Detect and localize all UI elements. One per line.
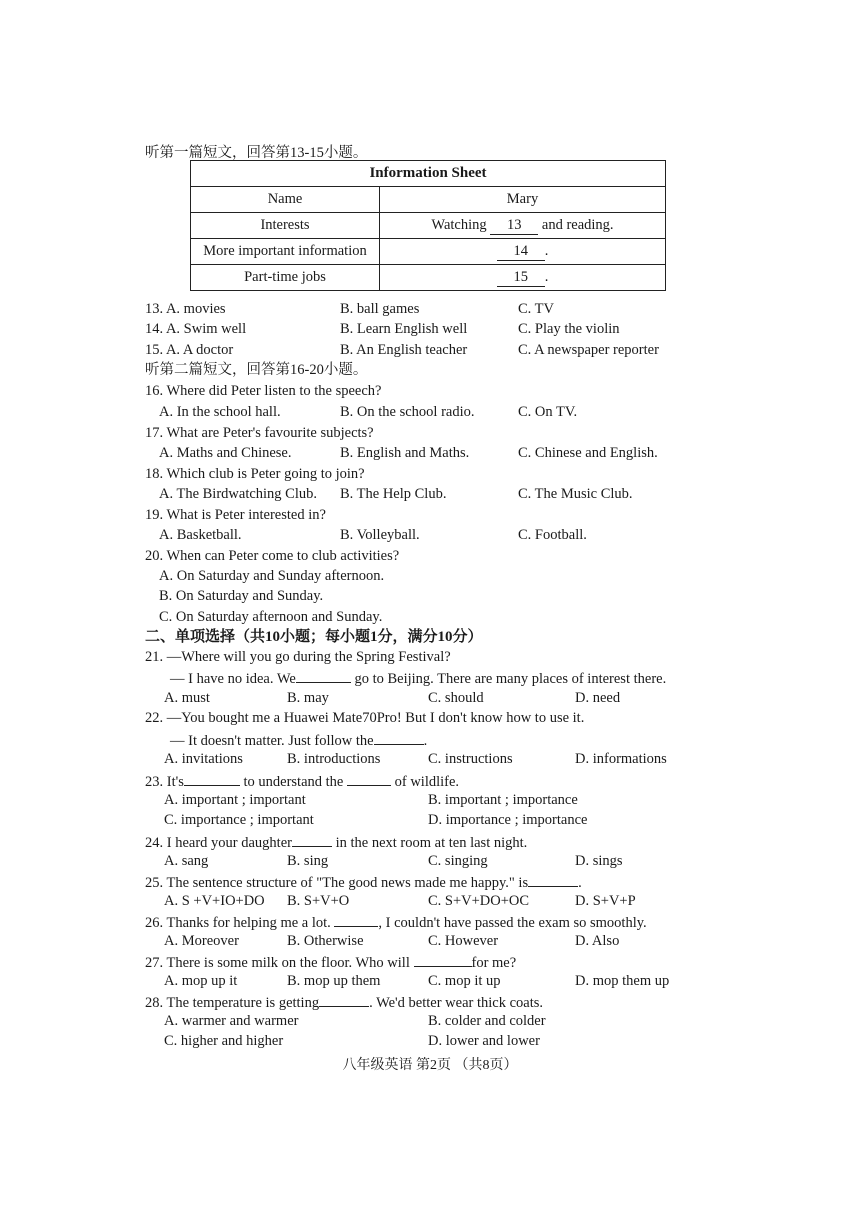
q19-stem: 19. What is Peter interested in? <box>145 507 326 523</box>
q24-option-a[interactable]: A. sang <box>164 853 209 869</box>
q28-option-b[interactable]: B. colder and colder <box>428 1013 546 1029</box>
q25-option-a[interactable]: A. S +V+IO+DO <box>164 893 265 909</box>
q27-option-d[interactable]: D. mop them up <box>575 973 670 989</box>
row-label: Interests <box>191 213 380 239</box>
q21-option-c[interactable]: C. should <box>428 690 484 706</box>
q28-stem: 28. The temperature is getting . We'd better wear thick coats. <box>145 992 543 1012</box>
row-value: 14 . <box>380 239 666 265</box>
information-sheet-table <box>190 160 666 291</box>
q28-option-c[interactable]: C. higher and higher <box>164 1033 284 1049</box>
row-value: Watching 13 and reading. <box>380 213 666 239</box>
blank-13[interactable]: 13 <box>490 217 538 235</box>
q27-option-a[interactable]: A. mop up it <box>164 973 238 989</box>
q23-option-a[interactable]: A. important ; important <box>164 792 306 808</box>
row-value: 15 . <box>380 265 666 291</box>
q24-option-c[interactable]: C. singing <box>428 853 488 869</box>
q14-option-b[interactable]: B. Learn English well <box>340 321 468 337</box>
q15-option-b[interactable]: B. An English teacher <box>340 342 468 358</box>
q23-option-b[interactable]: B. important ; importance <box>428 792 578 808</box>
q25-option-d[interactable]: D. S+V+P <box>575 893 636 909</box>
blank-14[interactable]: 14 <box>497 243 545 261</box>
q13-option-c[interactable]: C. TV <box>518 301 554 317</box>
table-row <box>191 239 666 265</box>
q21-option-d[interactable]: D. need <box>575 690 621 706</box>
answer-blank[interactable] <box>414 952 472 967</box>
q19-option-c[interactable]: C. Football. <box>518 527 587 543</box>
q20-option-b[interactable]: B. On Saturday and Sunday. <box>159 588 324 604</box>
table-row <box>191 265 666 291</box>
answer-blank[interactable] <box>334 912 378 927</box>
q18-stem: 18. Which club is Peter going to join? <box>145 466 365 482</box>
row-label: Name <box>191 187 380 213</box>
q16-option-a[interactable]: A. In the school hall. <box>159 404 281 420</box>
q15-option-a[interactable]: 15. A. A doctor <box>145 342 234 358</box>
q25-option-b[interactable]: B. S+V+O <box>287 893 350 909</box>
q26-option-b[interactable]: B. Otherwise <box>287 933 364 949</box>
q16-stem: 16. Where did Peter listen to the speech? <box>145 383 382 399</box>
q13-option-b[interactable]: B. ball games <box>340 301 420 317</box>
row-value: Mary <box>380 187 666 213</box>
q24-option-b[interactable]: B. sing <box>287 853 329 869</box>
passage1-intro: 听第一篇短文，回答第13-15小题。 <box>145 145 368 161</box>
q26-stem: 26. Thanks for helping me a lot. , I couldn't have passed the exam so smoothly. <box>145 912 647 932</box>
q14-option-a[interactable]: 14. A. Swim well <box>145 321 247 337</box>
q28-option-a[interactable]: A. warmer and warmer <box>164 1013 299 1029</box>
q22-option-d[interactable]: D. informations <box>575 751 667 767</box>
q21-option-b[interactable]: B. may <box>287 690 329 706</box>
q21-option-a[interactable]: A. must <box>164 690 210 706</box>
q21-stem: 21. —Where will you go during the Spring Festival? <box>145 649 451 665</box>
q26-option-a[interactable]: A. Moreover <box>164 933 239 949</box>
q23-option-c[interactable]: C. importance ; important <box>164 812 314 828</box>
q25-stem: 25. The sentence structure of "The good news made me happy." is . <box>145 872 582 892</box>
answer-blank[interactable] <box>184 771 240 786</box>
q22-stem: 22. —You bought me a Huawei Mate70Pro! But I don't know how to use it. <box>145 710 585 726</box>
answer-blank[interactable] <box>374 730 424 745</box>
q24-option-d[interactable]: D. sings <box>575 853 623 869</box>
q18-option-b[interactable]: B. The Help Club. <box>340 486 447 502</box>
q19-option-b[interactable]: B. Volleyball. <box>340 527 420 543</box>
q27-stem: 27. There is some milk on the floor. Who will for me? <box>145 952 516 972</box>
blank-15[interactable]: 15 <box>497 269 545 287</box>
q17-option-c[interactable]: C. Chinese and English. <box>518 445 658 461</box>
q22-option-c[interactable]: C. instructions <box>428 751 513 767</box>
q19-option-a[interactable]: A. Basketball. <box>159 527 242 543</box>
q16-option-c[interactable]: C. On TV. <box>518 404 578 420</box>
q22-option-b[interactable]: B. introductions <box>287 751 381 767</box>
q22-stem-line2: — It doesn't matter. Just follow the . <box>170 730 427 750</box>
q17-option-a[interactable]: A. Maths and Chinese. <box>159 445 292 461</box>
q20-option-a[interactable]: A. On Saturday and Sunday afternoon. <box>159 568 385 584</box>
q15-option-c[interactable]: C. A newspaper reporter <box>518 342 659 358</box>
q24-stem: 24. I heard your daughter in the next room at ten last night. <box>145 832 527 852</box>
q27-option-c[interactable]: C. mop it up <box>428 973 501 989</box>
q18-option-a[interactable]: A. The Birdwatching Club. <box>159 486 318 502</box>
q17-option-b[interactable]: B. English and Maths. <box>340 445 470 461</box>
table-row <box>191 187 666 213</box>
answer-blank[interactable] <box>319 992 369 1007</box>
q23-option-d[interactable]: D. importance ; importance <box>428 812 588 828</box>
section-title: 二、单项选择（共10小题；每小题1分，满分10分） <box>145 629 483 645</box>
q28-option-d[interactable]: D. lower and lower <box>428 1033 540 1049</box>
q22-option-a[interactable]: A. invitations <box>164 751 243 767</box>
q26-option-c[interactable]: C. However <box>428 933 499 949</box>
answer-blank[interactable] <box>347 771 391 786</box>
q23-stem: 23. It's to understand the of wildlife. <box>145 771 459 791</box>
q13-option-a[interactable]: 13. A. movies <box>145 301 226 317</box>
answer-blank[interactable] <box>528 872 578 887</box>
q16-option-b[interactable]: B. On the school radio. <box>340 404 475 420</box>
table-row <box>191 213 666 239</box>
passage2-intro: 听第二篇短文，回答第16-20小题。 <box>145 362 368 378</box>
answer-blank[interactable] <box>292 832 332 847</box>
q17-stem: 17. What are Peter's favourite subjects? <box>145 425 374 441</box>
q20-stem: 20. When can Peter come to club activities? <box>145 548 400 564</box>
q21-stem-line2: — I have no idea. We go to Beijing. There are many places of interest there. <box>170 668 666 688</box>
answer-blank[interactable] <box>296 668 351 683</box>
row-label: Part-time jobs <box>191 265 380 291</box>
row-label: More important information <box>191 239 380 265</box>
q26-option-d[interactable]: D. Also <box>575 933 620 949</box>
q20-option-c[interactable]: C. On Saturday afternoon and Sunday. <box>159 609 383 625</box>
q25-option-c[interactable]: C. S+V+DO+OC <box>428 893 530 909</box>
q18-option-c[interactable]: C. The Music Club. <box>518 486 633 502</box>
q27-option-b[interactable]: B. mop up them <box>287 973 381 989</box>
page-footer: 八年级英语 第2页 （共8页） <box>342 1058 518 1073</box>
q14-option-c[interactable]: C. Play the violin <box>518 321 620 337</box>
table-title: Information Sheet <box>191 161 666 187</box>
